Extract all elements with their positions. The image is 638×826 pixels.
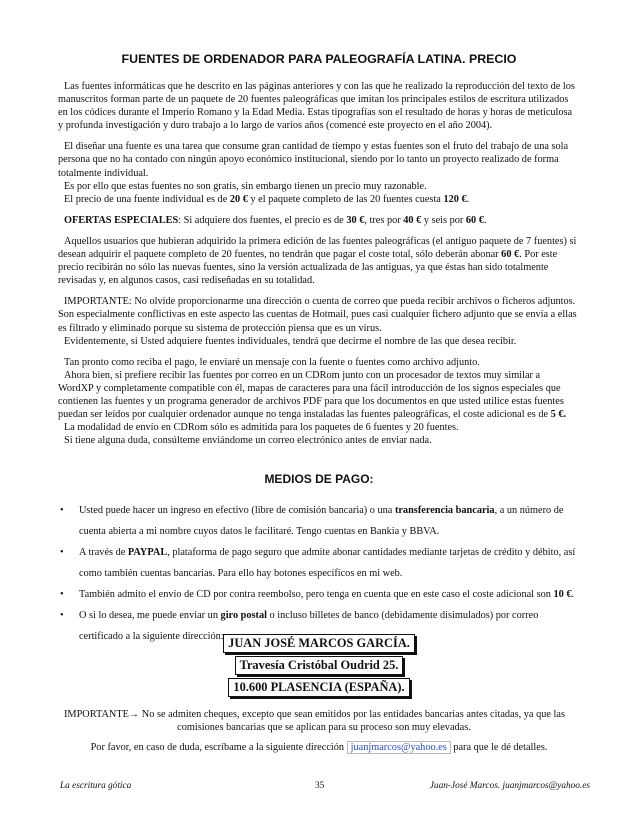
text-line: Evidentemente, si Usted adquiere fuentes individuales, tendrá que decirme el nombre de las que desea recibir. (64, 335, 517, 347)
text-line: La modalidad de envío en CDRom sólo es admitida para los paquetes de 6 fuentes y 20 fuentes. (64, 422, 459, 434)
text-line: contienen las fuentes y un programa generador de archivos PDF para que los documentos en que usted utilice estas fuentes (58, 395, 564, 407)
bullet-icon: • (60, 547, 64, 558)
payment-methods-list (58, 500, 603, 647)
text-line: es filtrado y eliminado porque su sistema de protección piensa que es un virus. (58, 322, 382, 334)
arrow-right-icon: → (128, 709, 140, 720)
text-line: Tan pronto como reciba el pago, le enviaré un mensaje con la fuente o fuentes como archivo adjunto. (64, 356, 480, 368)
text-line: Aquellos usuarios que hubieran adquirido la primera edición de las fuentes paleográficas (el antiguo paquete de 7 fuentes) si (64, 235, 577, 247)
paragraph-important (58, 295, 598, 347)
offers-label: OFERTAS ESPECIALES (64, 214, 179, 226)
address-street: Travesía Cristóbal Oudrid 25. (235, 656, 404, 675)
address-name: JUAN JOSÉ MARCOS GARCÍA. (223, 634, 415, 653)
paragraph-cdrom (58, 356, 598, 448)
page-number: 35 (315, 781, 325, 791)
text-line: desean adquirir el paquete completo de 20 fuentes, no tendrán que pagar el coste total, sólo deberán abonar 60 €. Por este (58, 249, 558, 261)
text-line: Si tiene alguna duda, consúlteme enviándome un correo electrónico antes de enviar nada. (64, 435, 432, 447)
price-single: 20 € (229, 193, 248, 205)
price-line: El precio de una fuente individual es de 20 € y el paquete completo de las 20 fuentes cuesta 120 €. (64, 193, 470, 205)
paragraph-intro (58, 80, 598, 132)
cheque-notice: IMPORTANTE→ No se admiten cheques, excepto que sean emitidos por las entidades bancarias antes citadas, ya que las comisiones bancarias que se aplican para su proceso son muy elevadas. (64, 709, 565, 733)
text-line: precio recibirán no sólo las nuevas fuentes, sino la versión actualizada de las antiguas, ya que éstas han sido totalmente (58, 262, 549, 274)
text-line: manuscritos forman parte de un paquete de 20 fuentes paleográficas que imitan los principales estilos de escritura utilizados (58, 94, 569, 106)
page-title: FUENTES DE ORDENADOR PARA PALEOGRAFÍA LATINA. PRECIO (121, 52, 517, 66)
text-line: persona que no ha contado con ningún apoyo económico institucional, siendo por lo tanto un proyecto realizado de forma (58, 154, 559, 166)
list-item: • O si lo desea, me puede enviar un giro postal o incluso billetes de banco (debidamente disimulados) por correo certificado a la siguiente dirección: (58, 605, 603, 647)
text-line: WordXP y completamente compatible con él, mapas de caracteres para una fácil introducción de los signos especiales que (58, 382, 561, 394)
text-line: en los códices durante el Imperio Romano y la Edad Media. Estas tipografías son el resultado de horas y horas de meticulosa (58, 107, 573, 119)
bullet-icon: • (60, 505, 64, 516)
text-line: Ahora bien, si prefiere recibir las fuentes por correo en un CDRom junto con un procesador de textos muy similar a (64, 369, 541, 381)
footer-book-title: La escritura gótica (60, 781, 132, 791)
text-line: totalmente individual. (58, 167, 149, 179)
list-item: • Usted puede hacer un ingreso en efectivo (libre de comisión bancaria) o una transferencia bancaria, a un número de cuenta abierta a mi nombre cuyos datos le facilitaré. Tengo cuentas en Bankia y BBVA. (58, 500, 603, 542)
text-line: y profunda investigación y duro trabajo a lo largo de varios años (comencé este proyecto en el año 2004). (58, 120, 493, 132)
body-text (58, 80, 598, 455)
text-line: Es por ello que estas fuentes no son gratis, sin embargo tienen un precio muy razonable. (64, 180, 427, 192)
paragraph-design (58, 140, 598, 205)
list-item: • También admito el envío de CD por contra reembolso, pero tenga en cuenta que en este caso el coste adicional son 10 €. (58, 584, 603, 605)
text-line: El diseñar una fuente es una tarea que consume gran cantidad de tiempo y estas fuentes son el fruto del trabajo de una sola (64, 141, 569, 153)
footer-author: Juan-José Marcos. juanjmarcos@yahoo.es (429, 781, 590, 791)
bullet-icon: • (60, 610, 64, 621)
email-link[interactable]: juanjmarcos@yahoo.es (347, 741, 451, 754)
list-item: • A través de PAYPAL, plataforma de pago seguro que admite abonar cantidades mediante tarjetas de crédito y débito, así como también cuentas bancarias. Para ello hay botones específicos en mi web. (58, 542, 603, 584)
price-full: 120 € (443, 193, 467, 205)
address-city: 10.600 PLASENCIA (ESPAÑA). (228, 678, 409, 697)
text-line: puedan ser leídos por cualquier ordenador aunque no tenga instaladas las fuentes paleográficas, el coste adicional es de 5 €. (58, 409, 567, 421)
contact-line: Por favor, en caso de duda, escríbame a la siguiente dirección juanjmarcos@yahoo.es para que le dé detalles. (90, 742, 548, 753)
text-line: IMPORTANTE: No olvide proporcionarme una dirección o cuenta de correo que pueda recibir archivos o ficheros adjuntos. (64, 296, 576, 308)
payment-methods-heading: MEDIOS DE PAGO: (264, 472, 374, 486)
bullet-icon: • (60, 589, 64, 600)
paragraph-offers: OFERTAS ESPECIALES: Si adquiere dos fuentes, el precio es de 30 €, tres por 40 € y seis por 60 €. (64, 214, 487, 226)
text-line: Las fuentes informáticas que he descrito en las páginas anteriores y con las que he realizado la reproducción del texto de los (64, 81, 575, 92)
paragraph-upgrade (58, 235, 598, 287)
text-line: Son especialmente conflictivas en este aspecto las cuentas de Hotmail, pues casi cualquier fichero adjunto que se envía a ellas (58, 309, 577, 321)
text-line: revisadas y, en algunos casos, casi rediseñadas en su totalidad. (58, 275, 315, 287)
postal-address (0, 634, 638, 700)
